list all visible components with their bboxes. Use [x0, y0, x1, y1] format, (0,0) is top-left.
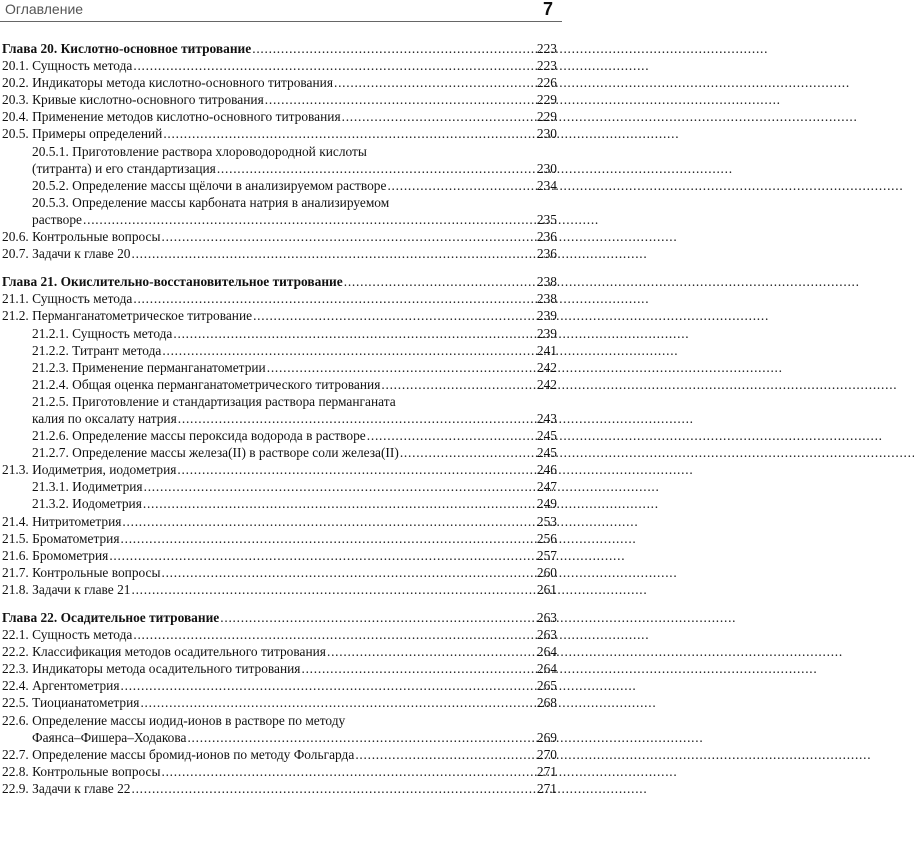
toc-page-number: 265 — [536, 678, 557, 694]
toc-entry-text: 20.1. Сущность метода — [2, 58, 133, 74]
dot-leader — [367, 427, 536, 444]
dot-leader — [177, 461, 535, 478]
dot-leader — [121, 677, 536, 694]
toc-entry-lead — [2, 393, 557, 410]
toc-entry — [2, 307, 557, 324]
dot-leader — [355, 746, 536, 763]
toc-chapter-entry — [2, 609, 557, 626]
dot-leader — [187, 729, 535, 746]
dot-leader — [173, 325, 536, 342]
toc-page-number: 229 — [536, 92, 557, 108]
toc-entry-text: 21.2.1. Сущность метода — [32, 325, 173, 341]
toc-page-number: 226 — [536, 75, 557, 91]
dot-leader — [133, 57, 536, 74]
dot-leader — [133, 626, 536, 643]
toc-page-number: 236 — [536, 246, 557, 262]
toc-entry — [2, 359, 557, 376]
dot-leader — [252, 40, 536, 57]
toc-entry-text: Глава 22. Осадительное титрование — [2, 610, 220, 625]
toc-page-number: 256 — [536, 530, 557, 546]
toc-entry — [2, 211, 557, 228]
toc-entry-text: 20.5.1. Приготовление раствора хлороводородной кислоты — [32, 143, 367, 159]
running-title: Оглавление — [5, 1, 84, 17]
toc-entry — [2, 376, 557, 393]
dot-leader — [162, 342, 536, 359]
toc-entry — [2, 410, 557, 427]
dot-leader — [161, 564, 535, 581]
dot-leader — [143, 495, 536, 512]
toc-entry-text: 21.4. Нитритометрия — [2, 513, 122, 529]
toc-entry-lead — [2, 712, 557, 729]
toc-entry-text: 22.5. Тиоцианатометрия — [2, 695, 140, 711]
toc-entry-text: 21.2.3. Применение перманганатометрии — [32, 359, 266, 375]
dot-leader — [265, 91, 536, 108]
dot-leader — [109, 547, 536, 564]
toc-entry — [2, 177, 557, 194]
toc-page-number: 238 — [536, 274, 557, 290]
toc-entry-text: 22.4. Аргентометрия — [2, 678, 120, 694]
toc-entry — [2, 461, 557, 478]
toc-page-number: 249 — [536, 496, 557, 512]
header-divider — [0, 21, 562, 22]
toc-page-number: 246 — [536, 462, 557, 478]
page-number: 7 — [542, 0, 553, 19]
toc-entry-text: 21.6. Бромометрия — [2, 547, 109, 563]
toc-page-number: 241 — [536, 342, 557, 358]
toc-entry-text: 20.7. Задачи к главе 20 — [2, 246, 131, 262]
toc-entry-text: 21.3. Иодиметрия, иодометрия — [2, 462, 177, 478]
toc-entry-text: 20.4. Применение методов кислотно-основного титрования — [2, 109, 341, 125]
toc-entry — [2, 160, 557, 177]
page-header — [0, 0, 562, 22]
toc-entry-text: 20.5. Примеры определений — [2, 126, 163, 142]
toc-entry-text: 20.5.2. Определение массы щёлочи в анализируемом растворе — [32, 177, 387, 193]
toc-page-number: 257 — [536, 547, 557, 563]
dot-leader — [334, 74, 536, 91]
toc-page-number: 261 — [536, 581, 557, 597]
toc-page-number: 223 — [536, 41, 557, 56]
dot-leader — [163, 125, 536, 142]
toc-entry-text: 20.6. Контрольные вопросы — [2, 229, 161, 245]
toc-page-number: 264 — [536, 644, 557, 660]
toc-page-number: 268 — [536, 695, 557, 711]
toc-page-number: 223 — [536, 58, 557, 74]
toc-entry — [2, 660, 557, 677]
toc-entry-text: 21.2.4. Общая оценка перманганатометрического титрования — [32, 376, 381, 392]
toc-entry — [2, 74, 557, 91]
table-of-contents — [2, 40, 557, 797]
toc-entry-lead — [2, 143, 557, 160]
toc-page-number: 239 — [536, 325, 557, 341]
toc-entry — [2, 581, 557, 598]
dot-leader — [83, 211, 536, 228]
toc-entry — [2, 564, 557, 581]
toc-page-number: 270 — [536, 746, 557, 762]
toc-entry-text: 22.6. Определение массы иодид-ионов в растворе по методу — [2, 712, 346, 728]
dot-leader — [344, 273, 536, 290]
toc-entry — [2, 91, 557, 108]
toc-page-number: 230 — [536, 160, 557, 176]
dot-leader — [220, 609, 536, 626]
toc-entry — [2, 513, 557, 530]
dot-leader — [121, 530, 536, 547]
toc-entry-text: 21.1. Сущность метода — [2, 291, 133, 307]
toc-page-number: 269 — [536, 729, 557, 745]
dot-leader — [327, 643, 536, 660]
toc-page-number: 230 — [536, 126, 557, 142]
toc-entry-text: 21.2.2. Титрант метода — [32, 342, 162, 358]
toc-entry-text: 20.3. Кривые кислотно-основного титрования — [2, 92, 264, 108]
toc-page-number: 253 — [536, 513, 557, 529]
toc-chapter-entry — [2, 273, 557, 290]
toc-entry-text: 21.5. Броматометрия — [2, 530, 120, 546]
toc-entry — [2, 325, 557, 342]
toc-entry — [2, 626, 557, 643]
toc-chapter-entry — [2, 40, 557, 57]
toc-entry — [2, 245, 557, 262]
toc-entry — [2, 677, 557, 694]
toc-entry-text: 22.1. Сущность метода — [2, 627, 133, 643]
toc-page-number: 229 — [536, 109, 557, 125]
toc-entry-text: 22.9. Задачи к главе 22 — [2, 780, 131, 796]
toc-page-number: 242 — [536, 359, 557, 375]
toc-entry-text: 21.7. Контрольные вопросы — [2, 564, 161, 580]
toc-entry — [2, 125, 557, 142]
toc-entry — [2, 342, 557, 359]
toc-page-number: 234 — [536, 177, 557, 193]
toc-entry-text: (титранта) и его стандартизация — [32, 160, 216, 176]
dot-leader — [144, 478, 536, 495]
toc-entry-text: калия по оксалату натрия — [32, 410, 177, 426]
toc-page-number: 245 — [536, 445, 557, 461]
dot-leader — [131, 780, 535, 797]
toc-entry — [2, 57, 557, 74]
toc-entry — [2, 780, 557, 797]
toc-page-number: 235 — [536, 211, 557, 227]
toc-entry-text: 21.2.6. Определение массы пероксида водорода в растворе — [32, 428, 366, 444]
dot-leader — [217, 160, 536, 177]
toc-entry — [2, 694, 557, 711]
toc-entry — [2, 763, 557, 780]
dot-leader — [161, 228, 535, 245]
toc-entry — [2, 729, 557, 746]
toc-entry — [2, 547, 557, 564]
toc-page-number: 239 — [536, 308, 557, 324]
toc-entry-text: 22.7. Определение массы бромид-ионов по методу Фольгарда — [2, 746, 355, 762]
toc-entry-text: Фаянса–Фишера–Ходакова — [32, 729, 187, 745]
toc-entry — [2, 427, 557, 444]
toc-entry-text: 20.5.3. Определение массы карбоната натрия в анализируемом — [32, 194, 390, 210]
toc-page-number: 271 — [536, 780, 557, 796]
toc-entry — [2, 495, 557, 512]
toc-entry-text: 22.8. Контрольные вопросы — [2, 763, 161, 779]
dot-leader — [400, 444, 536, 461]
toc-entry-lead — [2, 194, 557, 211]
toc-entry-text: растворе — [32, 211, 82, 227]
toc-entry-text: 21.8. Задачи к главе 21 — [2, 581, 131, 597]
toc-page-number: 263 — [536, 627, 557, 643]
toc-entry — [2, 444, 557, 461]
toc-entry-text: 21.3.1. Иодиметрия — [32, 479, 143, 495]
toc-entry-text: 22.3. Индикаторы метода осадительного титрования — [2, 661, 301, 677]
toc-entry-text: 21.2.5. Приготовление и стандартизация раствора перманганата — [32, 393, 396, 409]
dot-leader — [301, 660, 535, 677]
toc-page-number: 247 — [536, 479, 557, 495]
dot-leader — [267, 359, 536, 376]
toc-page-number: 264 — [536, 661, 557, 677]
dot-leader — [381, 376, 536, 393]
toc-entry — [2, 108, 557, 125]
dot-leader — [387, 177, 535, 194]
toc-page-number: 243 — [536, 410, 557, 426]
toc-entry-text: 22.2. Классификация методов осадительного титрования — [2, 644, 326, 660]
dot-leader — [122, 513, 535, 530]
toc-entry — [2, 746, 557, 763]
toc-entry-text: 21.2. Перманганатометрическое титрование — [2, 308, 253, 324]
toc-entry — [2, 530, 557, 547]
toc-page-number: 236 — [536, 229, 557, 245]
toc-entry — [2, 478, 557, 495]
toc-entry — [2, 228, 557, 245]
toc-entry-text: 21.2.7. Определение массы железа(II) в растворе соли железа(II) — [32, 445, 399, 461]
toc-page-number: 260 — [536, 564, 557, 580]
toc-entry-text: Глава 21. Окислительно-восстановительное титрование — [2, 274, 343, 290]
dot-leader — [140, 694, 535, 711]
dot-leader — [253, 307, 536, 324]
toc-page-number: 242 — [536, 376, 557, 392]
toc-page-number: 271 — [536, 763, 557, 779]
toc-entry — [2, 290, 557, 307]
dot-leader — [178, 410, 536, 427]
toc-entry-text: Глава 20. Кислотно-основное титрование — [2, 41, 252, 56]
dot-leader — [342, 108, 536, 125]
toc-page-number: 238 — [536, 291, 557, 307]
toc-page-number: 245 — [536, 428, 557, 444]
toc-entry — [2, 643, 557, 660]
dot-leader — [133, 290, 536, 307]
dot-leader — [131, 245, 535, 262]
dot-leader — [161, 763, 535, 780]
toc-entry-text: 21.3.2. Иодометрия — [32, 496, 142, 512]
dot-leader — [131, 581, 535, 598]
toc-entry-text: 20.2. Индикаторы метода кислотно-основного титрования — [2, 75, 333, 91]
toc-page-number: 263 — [536, 610, 557, 625]
